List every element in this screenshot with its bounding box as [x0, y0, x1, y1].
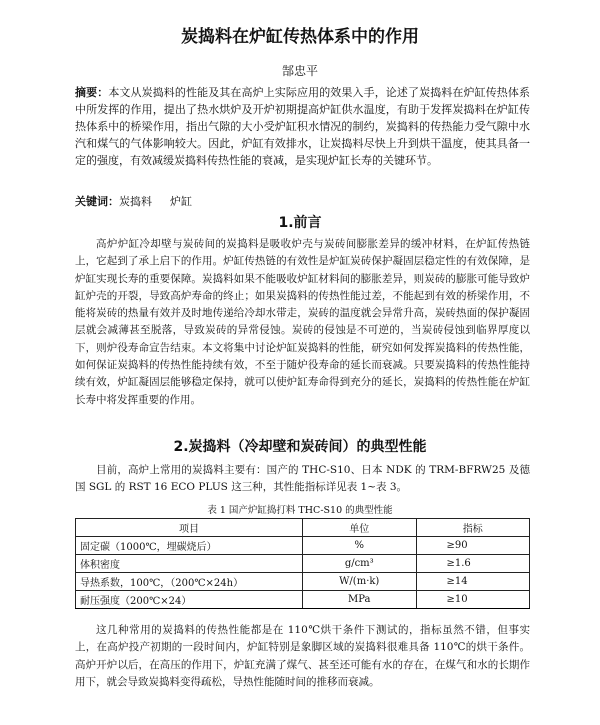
- table-cell: W/(m·k): [303, 573, 417, 591]
- section-1-paragraph: 高炉炉缸冷却壁与炭砖间的炭捣料是吸收炉壳与炭砖间膨胀差异的缓冲材料，在炉缸传热链上，它起到了承上启下的作用。炉缸传热链的有效性是炉缸炭砖保护凝固层稳定性的有效保障，是炉缸实现长寿的重要保障。炭捣料如果不能吸收炉缸材料间的膨胀差异，则炭砖的膨胀可能导致炉缸炉壳的开裂，导致高炉寿命的终止；如果炭捣料的传热性能过差，不能起到有效的桥梁作用，不能将炭砖的热量有效并及时地传递给冷却水带走，炭砖的温度就会异常升高，炭砖热面的保护凝固层就会减薄甚至脱落，导致炭砖的异常侵蚀。炭砖的侵蚀是不可逆的，当炭砖侵蚀到临界厚度以下，则炉役寿命宣告结束。本文将集中讨论炉缸炭捣料的性能，研究如何发挥炭捣料的传热性能，如何保证炭捣料的传热性能持续有效，不至于随炉役寿命的延长而衰减。只要炭捣料的传热性能持续有效，炉缸凝固层能够稳定保持，就可以使炉缸寿命得到充分的延长，炭捣料的传热性能在炉缸长寿中将发挥重要的作用。: [75, 238, 530, 406]
- table-row: [76, 573, 530, 591]
- table-cell: ≥14: [416, 573, 530, 591]
- table-cell: 导热系数，100℃，（200℃×24h）: [76, 573, 303, 591]
- author-name: 郜忠平: [281, 64, 318, 78]
- section-2-intro: 目前，高炉上常用的炭捣料主要有：国产的 THC-S10、日本 NDK 的 TRM-BFRW25 及德国 SGL 的 RST 16 ECO PLUS 这三种，其性能指标详见表 1~表 3。: [75, 464, 530, 494]
- table-row: [76, 555, 530, 573]
- table-header-cell: 单位: [303, 519, 417, 537]
- table-row: [76, 591, 530, 609]
- table-cell: g/cm³: [303, 555, 417, 573]
- table-cell: ≥1.6: [416, 555, 530, 573]
- table-row: [76, 537, 530, 555]
- table-1-caption: 表 1 国产炉缸捣打料 THC-S10 的典型性能: [207, 505, 393, 516]
- keyword-item: 炉缸: [170, 195, 192, 208]
- table-cell: %: [303, 537, 417, 555]
- table-cell: MPa: [303, 591, 417, 609]
- keywords-label: 关键词：: [75, 195, 119, 208]
- table-cell: 耐压强度（200℃×24）: [76, 591, 303, 609]
- section-2-paragraph: 这几种常用的炭捣料的传热性能都是在 110℃烘干条件下测试的，指标虽然不错，但事实上，在高炉投产初期的一段时间内，炉缸特别是象脚区域的炭捣料很难具备 110℃的烘干条件。高炉开炉以后，在高压的作用下，炉缸充满了煤气、甚至还可能有水的存在，在煤气和水的长期作用下，就会导致炭捣料变得疏松，导热性能随时间的推移而衰减。: [75, 624, 530, 688]
- table-cell: 固定碳（1000℃，埋碳烧后）: [76, 537, 303, 555]
- table-header-cell: 项目: [76, 519, 303, 537]
- section-2-heading: 2.炭捣料（冷却壁和炭砖间）的典型性能: [173, 439, 427, 455]
- table-cell: 体积密度: [76, 555, 303, 573]
- abstract-text: 本文从炭捣料的性能及其在高炉上实际应用的效果入手，论述了炭捣料在炉缸传热体系中所发挥的作用，提出了热水烘炉及开炉初期提高炉缸供水温度，有助于发挥炭捣料在炉缸传热体系中的桥梁作用，指出气隙的大小受炉缸积水情况的制约，炭捣料的传热能力受气隙中水汽和煤气的气体影响较大。因此，炉缸有效排水，让炭捣料尽快上升到烘干温度，使其具备一定的强度，有效减缓炭捣料传热性能的衰减，是实现炉缸长寿的关键环节。: [75, 86, 531, 167]
- paper-title: 炭捣料在炉缸传热体系中的作用: [181, 27, 419, 47]
- table-cell: ≥10: [416, 591, 530, 609]
- abstract: [75, 84, 530, 169]
- table-cell: ≥90: [416, 537, 530, 555]
- table-header-cell: 指标: [416, 519, 530, 537]
- keyword-item: 炭捣料: [119, 195, 152, 208]
- table-1: [75, 518, 530, 609]
- abstract-label: 摘要：: [75, 86, 109, 99]
- section-1-heading: 1.前言: [278, 215, 322, 231]
- table-header-row: [76, 519, 530, 537]
- keywords: [75, 193, 530, 209]
